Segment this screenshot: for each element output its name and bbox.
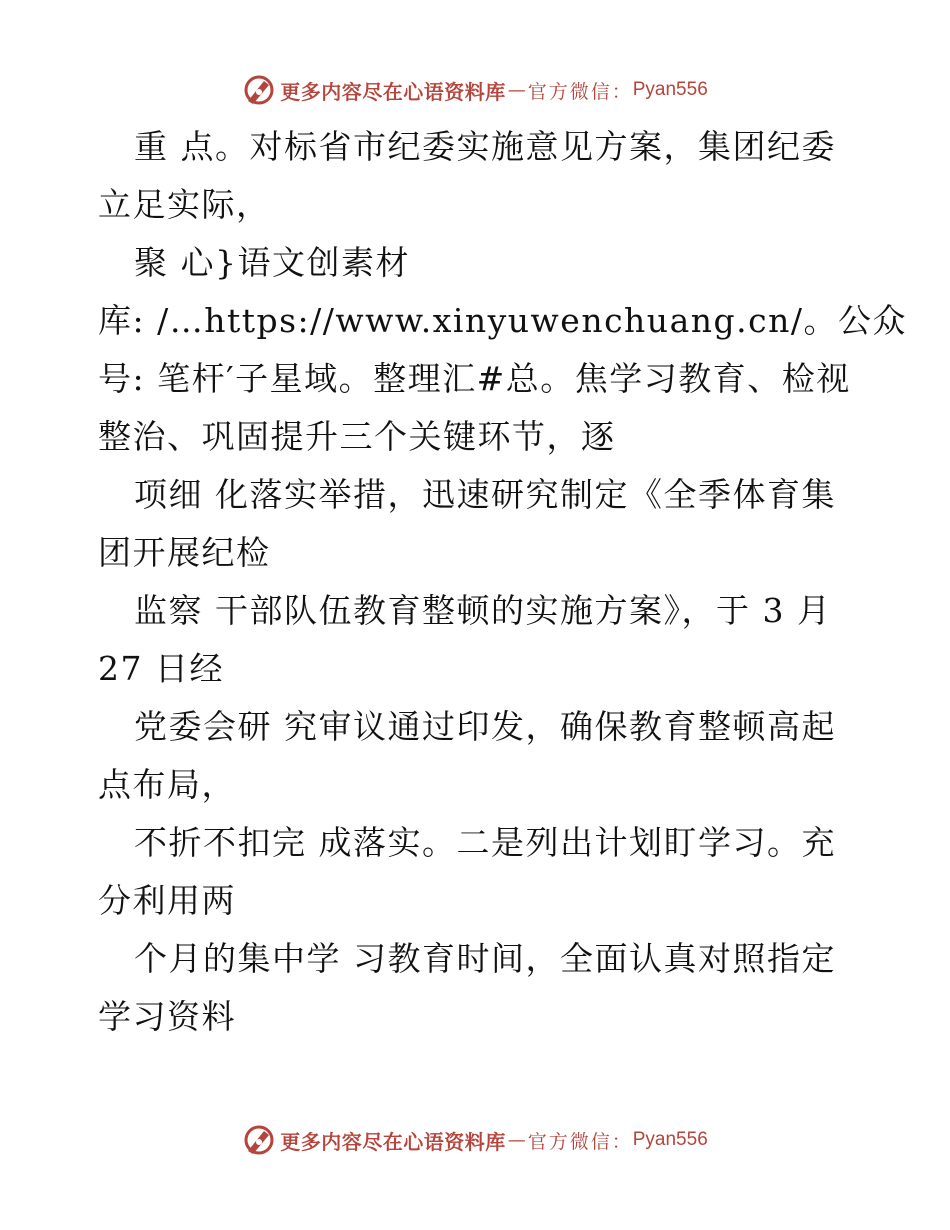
banner-wechat-label: 官方微信： [527, 1130, 633, 1153]
banner-dash: — [507, 1129, 526, 1151]
text-line: 党委会研 究审议通过印发，确保教育整顿高起 [134, 707, 836, 746]
text-line: 不折不扣完 成落实。二是列出计划盯学习。充 [134, 823, 836, 862]
text-line: 27 日经 [98, 649, 224, 688]
text-line: 项细 化落实举措，迅速研究制定《全季体育集 [134, 475, 836, 514]
text-line: 号: 笔杆′子星域。整理汇#总。焦学习教育、检视 [98, 359, 851, 398]
header-banner [0, 70, 950, 110]
text-line: 重 点。对标省市纪委实施意见方案，集团纪委 [134, 127, 836, 166]
pen-logo-icon [242, 1123, 276, 1157]
banner-promo-text: 更多内容尽在心语资料库 [280, 79, 506, 104]
text-line: 团开展纪检 [98, 533, 271, 572]
footer-banner [0, 1120, 950, 1160]
text-line: 整治、巩固提升三个关键环节，逐 [98, 417, 616, 456]
text-line: 库: /…https://www.xinyuwenchuang.cn/。公众 [98, 301, 907, 340]
document-body [98, 118, 907, 1046]
text-line: 学习资料 [98, 997, 236, 1036]
text-line: 个月的集中学 习教育时间，全面认真对照指定 [134, 939, 836, 978]
text-line: 立足实际， [98, 185, 271, 224]
text-line: 聚 心}语文创素材 [134, 243, 410, 282]
banner-promo-text: 更多内容尽在心语资料库 [280, 1129, 506, 1154]
text-line: 监察 干部队伍教育整顿的实施方案》，于 3 月 [134, 591, 832, 630]
banner-wechat-label: 官方微信： [527, 80, 633, 103]
banner-wechat-id: Pyan556 [632, 79, 708, 100]
banner-wechat-id: Pyan556 [632, 1129, 708, 1150]
text-line: 点布局， [98, 765, 236, 804]
pen-logo-icon [242, 73, 276, 107]
banner-dash: — [507, 79, 526, 101]
text-line: 分利用两 [98, 881, 236, 920]
